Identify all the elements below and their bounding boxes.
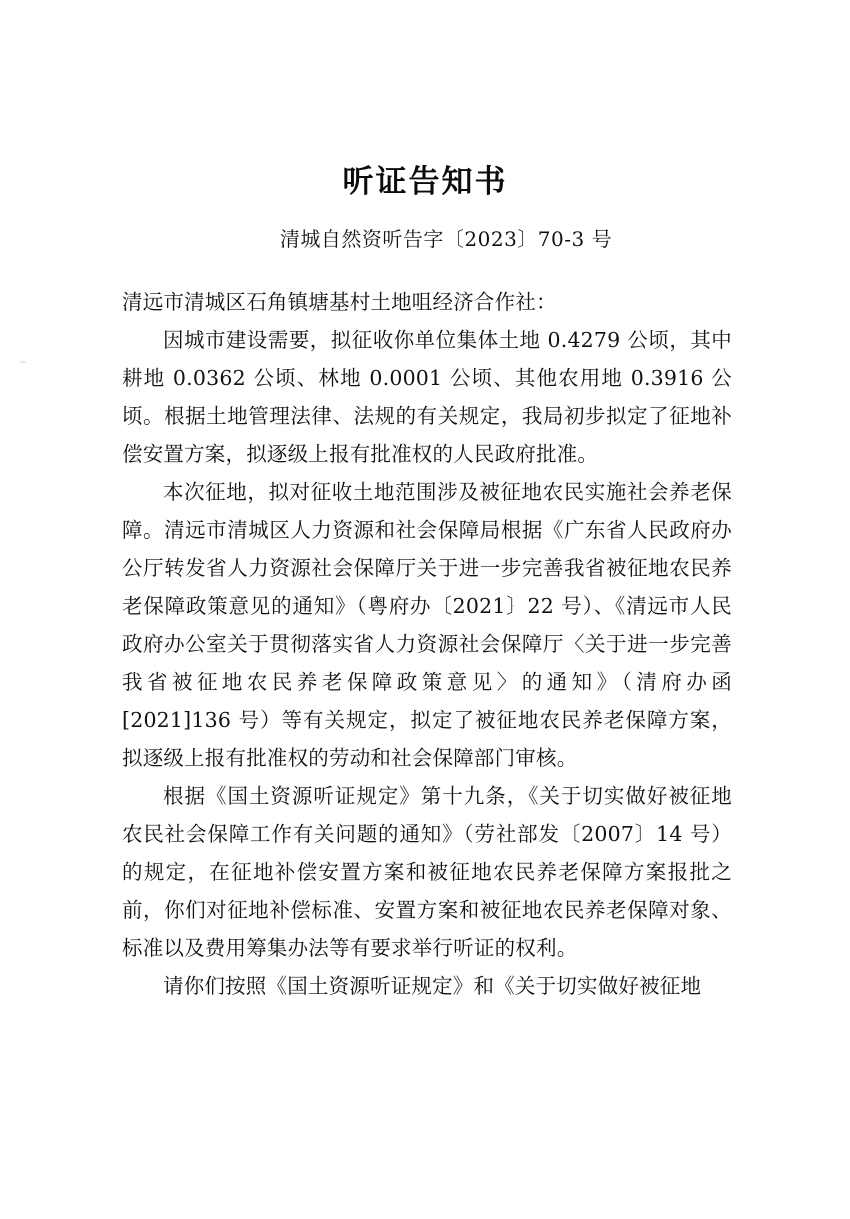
document-body bbox=[122, 283, 732, 1005]
body-paragraph-4: 请你们按照《国土资源听证规定》和《关于切实做好被征地 bbox=[163, 974, 702, 998]
addressee-line: 清远市清城区石角镇塘基村土地咀经济合作社： bbox=[122, 290, 557, 314]
document-title: 听证告知书 bbox=[342, 164, 508, 200]
scan-artifact-speck bbox=[20, 361, 26, 363]
body-paragraph-3: 根据《国土资源听证规定》第十九条，《关于切实做好被征地农民社会保障工作有关问题的通知》（劳社部发〔2007〕14 号）的规定，在征地补偿安置方案和被征地农民养老保障方案报批之前，你们对征地补偿标准、安置方案和被征地农民养老保障对象、标准以及费用筹集办法等有要求举行听证的权利。 bbox=[122, 784, 732, 960]
body-paragraph-1: 因城市建设需要，拟征收你单位集体土地 0.4279 公顷，其中耕地 0.0362 公顷、林地 0.0001 公顷、其他农用地 0.3916 公顷。根据土地管理法律、法规的有关规定，我局初步拟定了征地补偿安置方案，拟逐级上报有批准权的人民政府批准。 bbox=[122, 328, 732, 466]
body-paragraph-2: 本次征地，拟对征收土地范围涉及被征地农民实施社会养老保障。清远市清城区人力资源和社会保障局根据《广东省人民政府办公厅转发省人力资源社会保障厅关于进一步完善我省被征地农民养老保障政策意见的通知》（粤府办〔2021〕22 号）、《清远市人民政府办公室关于贯彻落实省人力资源社会保障厅〈关于进一步完善我省被征地农民养老保障政策意见〉的通知》（清府办函[2021]136 号）等有关规定，拟定了被征地农民养老保障方案，拟逐级上报有批准权的劳动和社会保障部门审核。 bbox=[122, 480, 732, 770]
document-serial-number: 清城自然资听告字〔2023〕70-3 号 bbox=[279, 227, 613, 251]
